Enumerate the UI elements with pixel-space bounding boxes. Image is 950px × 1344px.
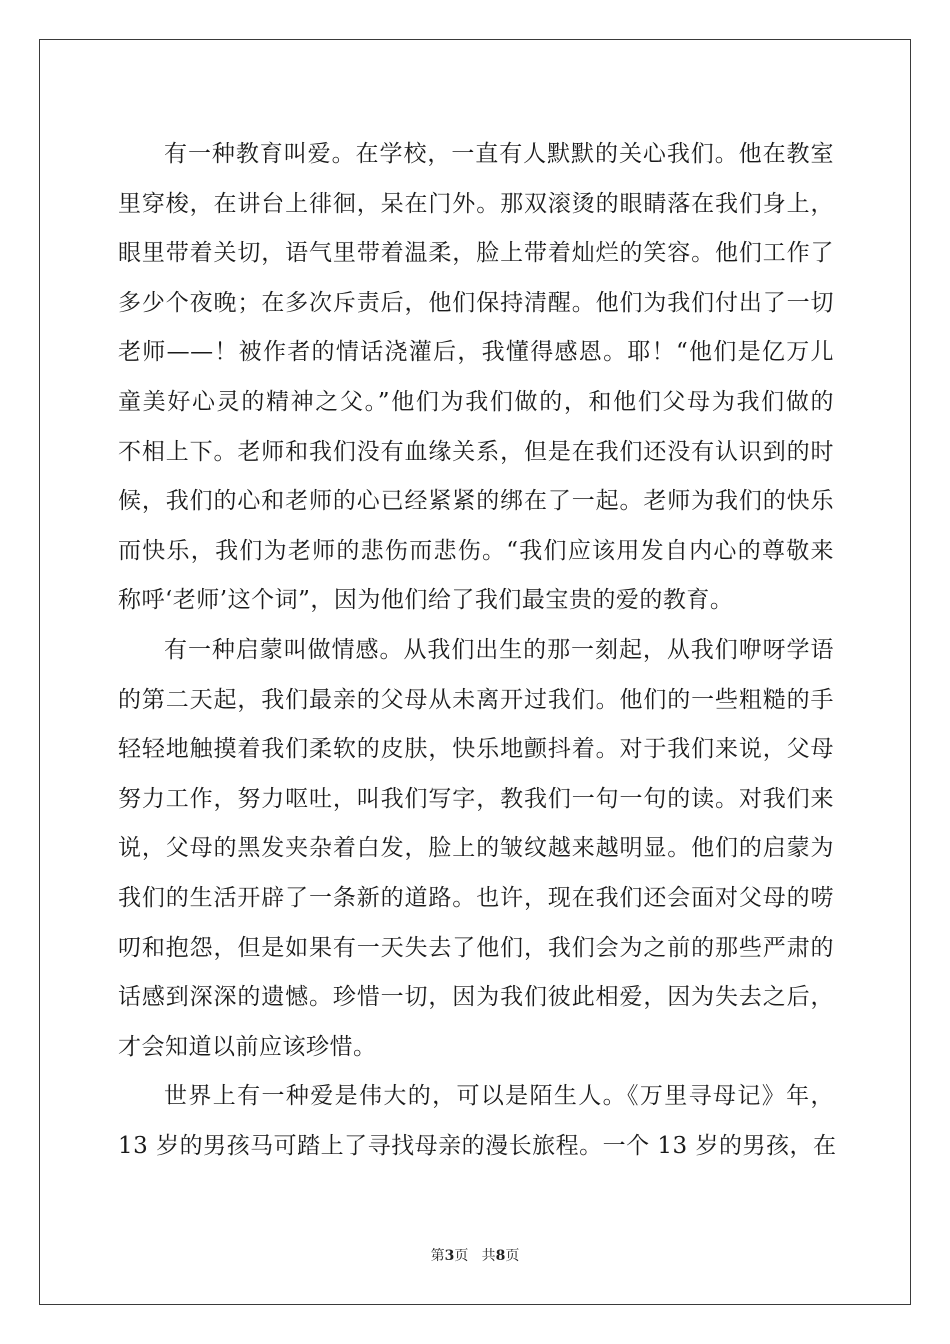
- text-line: 说，父母的黑发夹杂着白发，脸上的皱纹越来越明显。他们的启蒙为: [118, 835, 834, 862]
- footer-total-suffix: 页: [505, 1248, 520, 1264]
- text-line: 13 岁的男孩马可踏上了寻找母亲的漫长旅程。一个 13 岁的男孩，在: [118, 1132, 837, 1159]
- page-footer: [0, 1245, 950, 1265]
- text-line: 老师——！被作者的情话浇灌后，我懂得感恩。耶！“他们是亿万儿: [118, 339, 834, 366]
- text-line: 多少个夜晚；在多次斥责后，他们保持清醒。他们为我们付出了一切: [118, 289, 834, 316]
- text-line: 里穿梭，在讲台上徘徊，呆在门外。那双滚烫的眼睛落在我们身上，: [118, 190, 834, 217]
- text-line: 有一种教育叫爱。在学校，一直有人默默的关心我们。他在教室: [164, 141, 834, 167]
- text-line: 轻轻地触摸着我们柔软的皮肤，快乐地颤抖着。对于我们来说，父母: [118, 736, 834, 763]
- paragraph-1: [118, 130, 834, 626]
- page-number: 3: [444, 1248, 455, 1264]
- text-line: 眼里带着关切，语气里带着温柔，脸上带着灿烂的笑容。他们工作了: [118, 240, 834, 267]
- footer-page-suffix: 页: [454, 1248, 469, 1264]
- paragraph-3: [118, 1072, 837, 1171]
- text-line: 努力工作，努力呕吐，叫我们写字，教我们一句一句的读。对我们来: [118, 785, 834, 812]
- footer-total-prefix: 共: [481, 1248, 496, 1264]
- text-line: 世界上有一种爱是伟大的，可以是陌生人。《万里寻母记》年，: [164, 1083, 834, 1110]
- text-line: 我们的生活开辟了一条新的道路。也许，现在我们还会面对父母的唠: [118, 884, 834, 911]
- text-line: 称呼‘老师’这个词”，因为他们给了我们最宝贵的爱的教育。: [118, 587, 734, 614]
- text-line: 才会知道以前应该珍惜。: [118, 1033, 377, 1060]
- text-line: 话感到深深的遗憾。珍惜一切，因为我们彼此相爱，因为失去之后，: [118, 984, 834, 1011]
- text-line: 的第二天起，我们最亲的父母从未离开过我们。他们的一些粗糙的手: [118, 686, 834, 713]
- text-line: 候，我们的心和老师的心已经紧紧的绑在了一起。老师为我们的快乐: [118, 488, 834, 515]
- text-line: 叨和抱怨，但是如果有一天失去了他们，我们会为之前的那些严肃的: [118, 934, 834, 961]
- footer-prefix: 第: [430, 1248, 445, 1264]
- text-line: 童美好心灵的精神之父。”他们为我们做的，和他们父母为我们做的: [118, 388, 834, 415]
- document-body: [118, 130, 837, 1171]
- total-pages: 8: [495, 1248, 506, 1264]
- text-line: 不相上下。老师和我们没有血缘关系，但是在我们还没有认识到的时: [118, 438, 834, 465]
- text-line: 有一种启蒙叫做情感。从我们出生的那一刻起，从我们咿呀学语: [164, 636, 834, 663]
- paragraph-2: [118, 626, 834, 1072]
- text-line: 而快乐，我们为老师的悲伤而悲伤。“我们应该用发自内心的尊敬来: [118, 537, 834, 564]
